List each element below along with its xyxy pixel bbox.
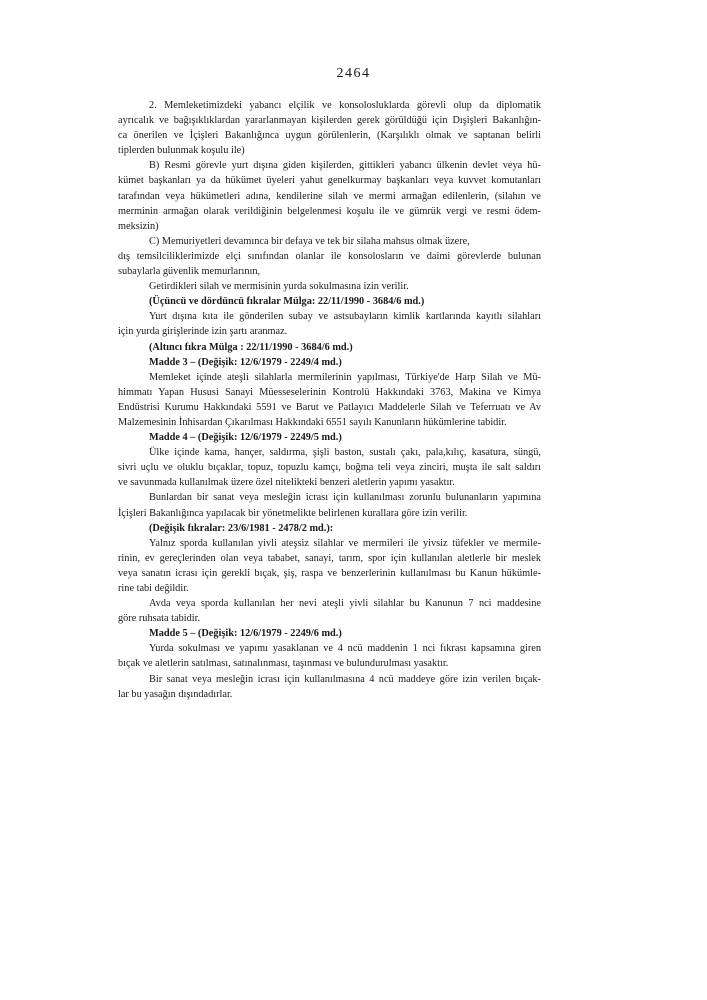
- section-heading-line: (Değişik fıkralar: 23/6/1981 - 2478/2 md.):: [149, 522, 334, 534]
- text-line: merminin armağan olarak verildiğinin belgelenmesi koşulu ile ve gümrük vergi ve resmi ödem-: [118, 205, 541, 217]
- text-line: Memleket içinde ateşli silahlarla mermilerinin yapılması, Türkiye'de Harp Silah ve Mü-: [149, 371, 541, 383]
- text-line: Avda veya sporda kullanılan her nevi ateşli yivli silahlar bu Kanunun 7 nci maddesine: [149, 598, 541, 610]
- text-line: Bir sanat veya mesleğin icrası için kullanılmasına 4 ncü maddeye göre izin verilen bıçak-: [149, 673, 541, 685]
- document-body: [118, 98, 541, 702]
- text-line: Getirdikleri silah ve mermisinin yurda sokulmasına izin verilir.: [149, 281, 409, 293]
- text-line: veya sanatın icrası için gerekli bıçak, şiş, raspa ve benzerlerinin kullanılması bu Kanun hükümle-: [118, 567, 541, 579]
- section-heading-line: (Üçüncü ve dördüncü fıkralar Mülga: 22/11/1990 - 3684/6 md.): [149, 296, 425, 308]
- section-heading-line: Madde 3 – (Değişik: 12/6/1979 - 2249/4 md.): [149, 356, 342, 368]
- text-line: Yurt dışına kıta ile gönderilen subay ve astsubayların kimlik kartlarında kayıtlı silahları: [149, 311, 541, 323]
- text-line: Yurda sokulması ve yapımı yasaklanan ve 4 ncü maddenin 1 nci fıkrası kapsamına giren: [149, 643, 541, 655]
- text-line: Endüstrisi Kurumu Hakkındaki 5591 ve Barut ve Patlayıcı Maddelerle Silah ve Teferruatı ve Av: [118, 401, 541, 413]
- text-line: rine tabi değildir.: [118, 583, 189, 594]
- text-line: ve savunmada kullanılmak üzere özel nitelikteki benzeri aletlerin yapımı yasaktır.: [118, 477, 455, 489]
- text-line: Ülke içinde kama, hançer, saldırma, şişli baston, sustalı çakı, pala,kılıç, kasatura, süngü,: [149, 447, 541, 459]
- page-number: 2464: [336, 66, 371, 81]
- text-line: C) Memuriyetleri devamınca bir defaya ve tek bir silaha mahsus olmak üzere,: [149, 235, 470, 247]
- text-line: lar bu yasağın dışındadırlar.: [118, 688, 233, 700]
- text-line: tarafından veya hükümetleri adına, kendilerine silah ve mermi armağan edilenlerin, (silahın ve: [118, 190, 541, 202]
- text-line: ayrıcalık ve bağışıklıklardan yararlanmayan kişilerden gerek görüldüğü için Dışişleri Bakanlığın-: [118, 115, 541, 127]
- text-line: bıçak ve aletlerin satılması, satınalınması, taşınması ve bulundurulması yasaktır.: [118, 658, 449, 670]
- text-line: tiplerden bulunmak koşulu ile): [118, 145, 245, 157]
- text-line: meksizin): [118, 220, 159, 232]
- text-line: İçişleri Bakanlığınca yapılacak bir yönetmelikte belirlenen kurallara göre izin verilir.: [118, 507, 468, 519]
- text-line: için yurda girişlerinde izin şartı aranmaz.: [118, 326, 288, 338]
- text-line: B) Resmi görevle yurt dışına giden kişilerden, gittikleri yabancı ülkenin devlet veya hü-: [149, 160, 541, 172]
- text-line: ca önerilen ve İçişleri Bakanlığınca uygun görülenlerin, (Karşılıklı olmak ve saptanan belirli: [118, 130, 541, 142]
- text-line: kümet başkanları ya da hükümet üyeleri yahut genelkurmay başkanları veya kuvvet komutanları: [118, 175, 541, 187]
- text-line: subaylarla güvenlik memurlarının,: [118, 266, 261, 278]
- text-line: dış temsilciliklerimizde elçi sınıfından olanlar ile konsolosların ve daimi görevlerde bulunan: [118, 250, 541, 262]
- text-line: Yalnız sporda kullanılan yivli ateşsiz silahlar ve mermileri ile yivsiz tüfekler ve mermile-: [149, 537, 541, 549]
- section-heading-line: Madde 5 – (Değişik: 12/6/1979 - 2249/6 md.): [149, 628, 342, 640]
- section-heading-line: Madde 4 – (Değişik: 12/6/1979 - 2249/5 md.): [149, 432, 342, 444]
- text-line: himmatı Yapan Hususi Sanayi Müesseselerinin Kontrolü Hakkındaki 3763, Makina ve Kimya: [118, 386, 541, 398]
- text-line: Malzemesinin İnhisardan Çıkarılması Hakkındaki 6551 sayılı Kanunların hükümlerine tabidir.: [118, 416, 507, 428]
- text-line: 2. Memleketimizdeki yabancı elçilik ve konsolosluklarda görevli olup da diplomatik: [149, 100, 541, 111]
- section-heading-line: (Altıncı fıkra Mülga : 22/11/1990 - 3684/6 md.): [149, 341, 353, 353]
- text-line: rinin, ev gereçlerinden olan veya tababet, sanayi, tarım, spor için kullanılan aletlerle bir meslek: [118, 552, 541, 564]
- text-line: Bunlardan bir sanat veya mesleğin icrası için kullanılması zorunlu bulunanların yapımına: [149, 492, 541, 504]
- text-line: göre ruhsata tabidir.: [118, 613, 201, 625]
- text-line: sivri uçlu ve oluklu bıçaklar, topuz, topuzlu kamçı, boğma teli veya zinciri, muşta ile salt saldırı: [118, 462, 541, 474]
